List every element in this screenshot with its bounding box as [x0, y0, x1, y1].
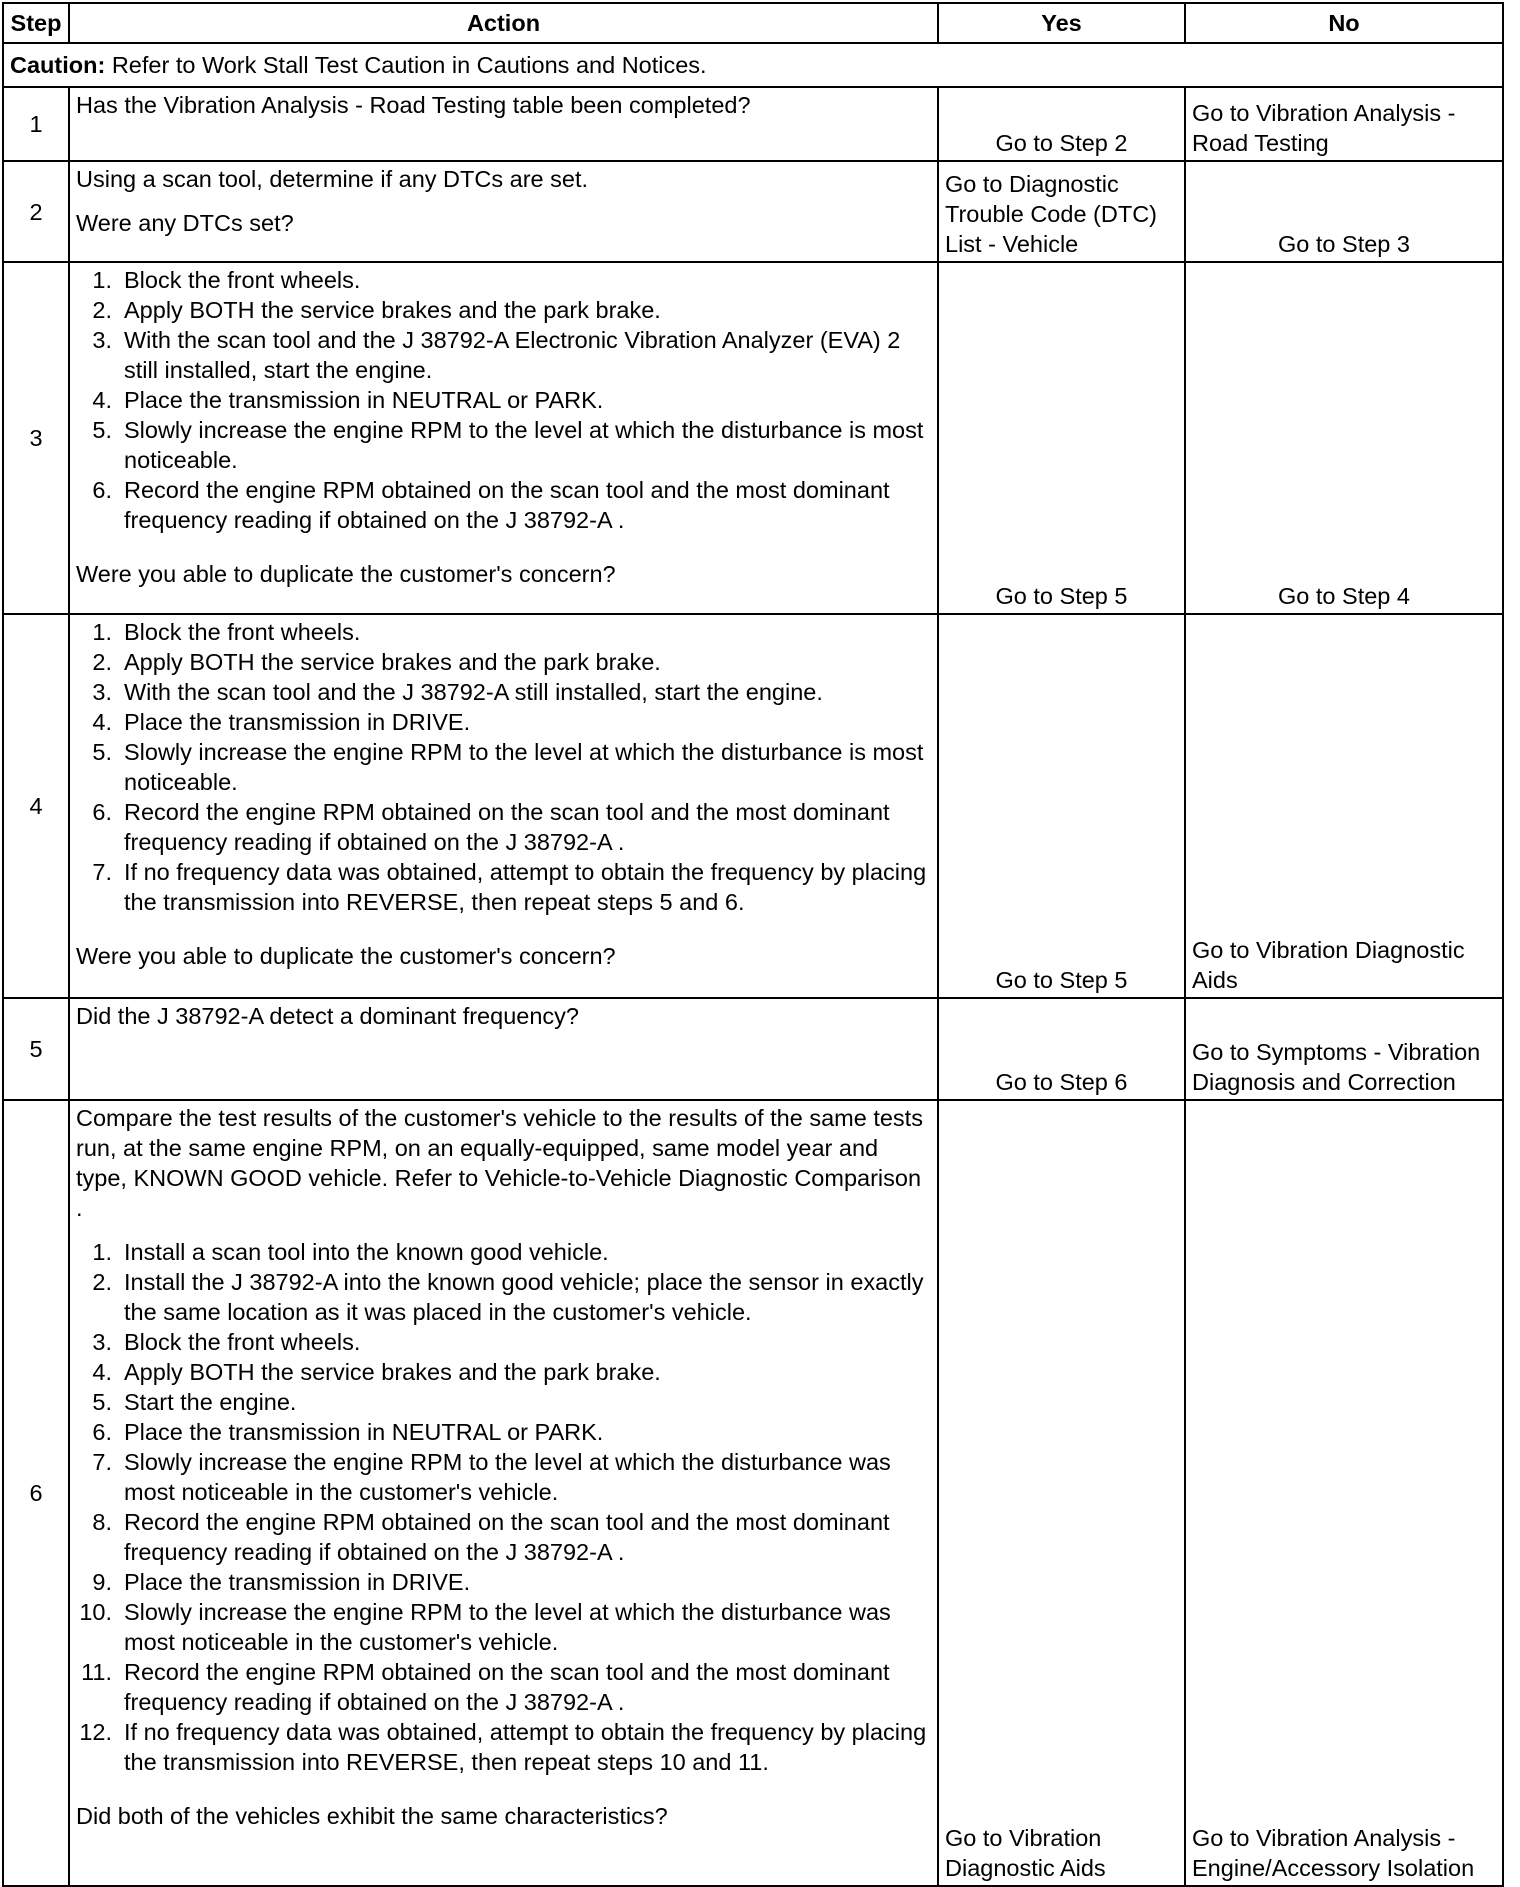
list-item-number: 3.: [92, 327, 112, 353]
header-no: No: [1185, 3, 1503, 43]
list-item-text: With the scan tool and the J 38792-A Electronic Vibration Analyzer (EVA) 2 still installed, start the engine.: [124, 327, 901, 383]
list-item: [76, 1267, 931, 1327]
intro-text: Compare the test results of the customer's vehicle to the results of the same tests run, at the same engine RPM, on an equally-equipped, same model year and type, KNOWN GOOD vehicle. Refer to Vehicle-to-Vehicle Diagnostic Comparison .: [76, 1105, 923, 1221]
list-item-text: Place the transmission in DRIVE.: [124, 1569, 471, 1595]
header-yes: Yes: [938, 3, 1185, 43]
list-item-text: Apply BOTH the service brakes and the park brake.: [124, 297, 661, 323]
list-item: [76, 1237, 931, 1267]
table-row: [3, 1100, 1503, 1886]
header-action: Action: [69, 3, 938, 43]
list-item-number: 2.: [92, 649, 112, 675]
diagnostic-table: [2, 2, 1504, 1887]
list-item: [76, 325, 931, 385]
list-item: [76, 385, 931, 415]
list-item-text: Apply BOTH the service brakes and the park brake.: [124, 649, 661, 675]
list-item: [76, 647, 931, 677]
list-item-number: 1.: [92, 1239, 112, 1265]
list-item-text: Start the engine.: [124, 1389, 297, 1415]
list-item-number: 4.: [92, 709, 112, 735]
list-item-text: Slowly increase the engine RPM to the level at which the disturbance was most noticeable in the customer's vehicle.: [124, 1449, 891, 1505]
no-cell: Go to Vibration Analysis - Engine/Accessory Isolation: [1185, 1100, 1503, 1886]
list-item-number: 1.: [92, 619, 112, 645]
step-number: 3: [3, 262, 69, 614]
instruction-list: [76, 265, 931, 535]
list-item-number: 9.: [92, 1569, 112, 1595]
list-item-text: Block the front wheels.: [124, 1329, 361, 1355]
question-text: Were you able to duplicate the customer's concern?: [76, 943, 616, 969]
list-item-text: Slowly increase the engine RPM to the level at which the disturbance is most noticeable.: [124, 739, 924, 795]
header-row: [3, 3, 1503, 43]
list-item: [76, 707, 931, 737]
list-item: [76, 1507, 931, 1567]
no-cell: Go to Vibration Diagnostic Aids: [1185, 614, 1503, 998]
list-item-text: Record the engine RPM obtained on the scan tool and the most dominant frequency reading if obtained on the J 38792-A .: [124, 1509, 890, 1565]
yes-cell: Go to Diagnostic Trouble Code (DTC) List - Vehicle: [938, 161, 1185, 262]
yes-cell: Go to Step 2: [938, 87, 1185, 161]
list-item-number: 4.: [92, 1359, 112, 1385]
header-step: Step: [3, 3, 69, 43]
list-item-number: 10.: [79, 1599, 112, 1625]
list-item: [76, 265, 931, 295]
caution-text: Refer to Work Stall Test Caution in Cautions and Notices.: [105, 52, 707, 78]
list-item-number: 8.: [92, 1509, 112, 1535]
list-item-number: 4.: [92, 387, 112, 413]
list-item: [76, 1717, 931, 1777]
list-item-text: Block the front wheels.: [124, 619, 361, 645]
list-item-text: Slowly increase the engine RPM to the level at which the disturbance is most noticeable.: [124, 417, 924, 473]
list-item: [76, 797, 931, 857]
table-row: [3, 262, 1503, 614]
list-item-number: 7.: [92, 859, 112, 885]
step-number: 6: [3, 1100, 69, 1886]
no-cell: Go to Step 4: [1185, 262, 1503, 614]
list-item: [76, 857, 931, 917]
list-item-number: 6.: [92, 799, 112, 825]
list-item-number: 2.: [92, 297, 112, 323]
list-item-text: Install a scan tool into the known good vehicle.: [124, 1239, 609, 1265]
list-item: [76, 677, 931, 707]
list-item: [76, 1447, 931, 1507]
list-item: [76, 737, 931, 797]
list-item: [76, 1597, 931, 1657]
list-item: [76, 617, 931, 647]
list-item-number: 5.: [92, 417, 112, 443]
list-item: [76, 295, 931, 325]
action-cell: [69, 1100, 938, 1886]
list-item-text: Place the transmission in NEUTRAL or PARK.: [124, 1419, 604, 1445]
list-item: [76, 1387, 931, 1417]
list-item-text: Apply BOTH the service brakes and the park brake.: [124, 1359, 661, 1385]
yes-cell: Go to Vibration Diagnostic Aids: [938, 1100, 1185, 1886]
question-text: Has the Vibration Analysis - Road Testing table been completed?: [76, 92, 751, 118]
list-item: [76, 415, 931, 475]
list-item: [76, 1357, 931, 1387]
list-item-number: 11.: [81, 1659, 112, 1685]
step-number: 2: [3, 161, 69, 262]
list-item-text: If no frequency data was obtained, attempt to obtain the frequency by placing the transmission into REVERSE, then repeat steps 10 and 11.: [124, 1719, 927, 1775]
list-item-number: 2.: [92, 1269, 112, 1295]
action-cell: [69, 87, 938, 161]
list-item-number: 5.: [92, 1389, 112, 1415]
list-item: [76, 475, 931, 535]
list-item-number: 5.: [92, 739, 112, 765]
action-cell: [69, 161, 938, 262]
list-item-text: Record the engine RPM obtained on the scan tool and the most dominant frequency reading if obtained on the J 38792-A .: [124, 477, 890, 533]
list-item-number: 6.: [92, 477, 112, 503]
yes-cell: Go to Step 6: [938, 998, 1185, 1100]
instruction-list: [76, 617, 931, 917]
caution-cell: [3, 43, 1503, 87]
table-row: [3, 998, 1503, 1100]
list-item-text: Record the engine RPM obtained on the scan tool and the most dominant frequency reading if obtained on the J 38792-A .: [124, 1659, 890, 1715]
table-row: [3, 87, 1503, 161]
question-text: Were you able to duplicate the customer's concern?: [76, 561, 616, 587]
intro-text: Using a scan tool, determine if any DTCs are set.: [76, 166, 588, 192]
table-row: [3, 614, 1503, 998]
no-cell: Go to Symptoms - Vibration Diagnosis and Correction: [1185, 998, 1503, 1100]
caution-label: Caution:: [10, 52, 106, 78]
action-cell: [69, 614, 938, 998]
table-row: [3, 161, 1503, 262]
no-cell: Go to Vibration Analysis - Road Testing: [1185, 87, 1503, 161]
list-item-text: Place the transmission in DRIVE.: [124, 709, 471, 735]
no-cell: Go to Step 3: [1185, 161, 1503, 262]
yes-cell: Go to Step 5: [938, 614, 1185, 998]
instruction-list: [76, 1237, 931, 1777]
step-number: 1: [3, 87, 69, 161]
list-item-text: Install the J 38792-A into the known good vehicle; place the sensor in exactly the same location as it was placed in the customer's vehicle.: [124, 1269, 924, 1325]
list-item-number: 6.: [92, 1419, 112, 1445]
caution-row: [3, 43, 1503, 87]
question-text: Were any DTCs set?: [76, 210, 294, 236]
list-item-text: Slowly increase the engine RPM to the level at which the disturbance was most noticeable in the customer's vehicle.: [124, 1599, 891, 1655]
yes-cell: Go to Step 5: [938, 262, 1185, 614]
question-text: Did both of the vehicles exhibit the same characteristics?: [76, 1803, 668, 1829]
list-item-number: 3.: [92, 679, 112, 705]
list-item: [76, 1327, 931, 1357]
list-item: [76, 1417, 931, 1447]
action-cell: [69, 998, 938, 1100]
step-number: 4: [3, 614, 69, 998]
question-text: Did the J 38792-A detect a dominant frequency?: [76, 1003, 579, 1029]
list-item-text: Block the front wheels.: [124, 267, 361, 293]
action-cell: [69, 262, 938, 614]
list-item-text: Place the transmission in NEUTRAL or PARK.: [124, 387, 604, 413]
list-item: [76, 1657, 931, 1717]
list-item-number: 7.: [92, 1449, 112, 1475]
list-item-number: 12.: [79, 1719, 112, 1745]
list-item-text: If no frequency data was obtained, attempt to obtain the frequency by placing the transmission into REVERSE, then repeat steps 5 and 6.: [124, 859, 927, 915]
list-item-text: Record the engine RPM obtained on the scan tool and the most dominant frequency reading if obtained on the J 38792-A .: [124, 799, 890, 855]
list-item-text: With the scan tool and the J 38792-A still installed, start the engine.: [124, 679, 823, 705]
list-item: [76, 1567, 931, 1597]
list-item-number: 1.: [92, 267, 112, 293]
list-item-number: 3.: [92, 1329, 112, 1355]
step-number: 5: [3, 998, 69, 1100]
